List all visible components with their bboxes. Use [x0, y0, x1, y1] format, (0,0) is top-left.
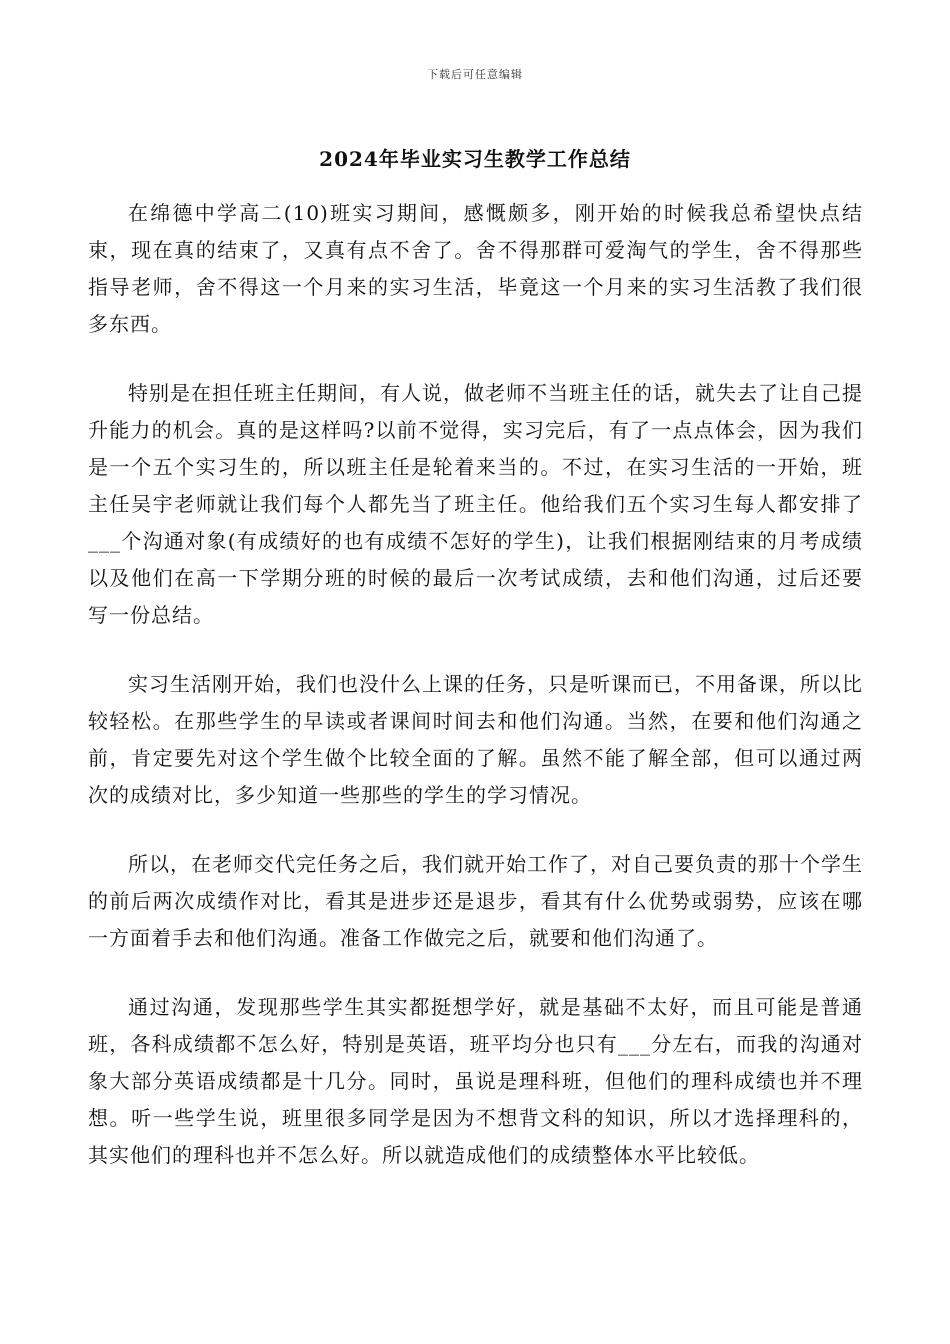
paragraph-5: 通过沟通，发现那些学生其实都挺想学好，就是基础不太好，而且可能是普通班，各科成绩都不怎么好，特别是英语，班平均分也只有___分左右，而我的沟通对象大部分英语成绩都是十几分。同时，虽说是理科班，但他们的理科成绩也并不理想。听一些学生说，班里很多同学是因为不想背文科的知识，所以才选择理科的，其实他们的理科也并不怎么好。所以就造成他们的成绩整体水平比较低。 [88, 995, 863, 1167]
paragraph-4: 所以，在老师交代完任务之后，我们就开始工作了，对自己要负责的那十个学生的前后两次成绩作对比，看其是进步还是退步，看其有什么优势或弱势，应该在哪一方面着手去和他们沟通。准备工作做完之后，就要和他们沟通了。 [88, 852, 863, 950]
paragraph-3: 实习生活刚开始，我们也没什么上课的任务，只是听课而已，不用备课，所以比较轻松。在那些学生的早读或者课间时间去和他们沟通。当然，在要和他们沟通之前，肯定要先对这个学生做个比较全面的了解。虽然不能了解全部，但可以通过两次的成绩对比，多少知道一些那些的学生的学习情况。 [88, 672, 863, 807]
document-body [88, 195, 863, 1206]
document-title: 2024年毕业实习生教学工作总结 [319, 147, 631, 171]
paragraph-1: 在绵德中学高二(10)班实习期间，感慨颇多，刚开始的时候我总希望快点结束，现在真的结束了，又真有点不舍了。舍不得那群可爱淘气的学生，舍不得那些指导老师，舍不得这一个月来的实习生活，毕竟这一个月来的实习生活教了我们很多东西。 [88, 201, 863, 336]
paragraph-2: 特别是在担任班主任期间，有人说，做老师不当班主任的话，就失去了让自己提升能力的机会。真的是这样吗?以前不觉得，实习完后，有了一点点体会，因为我们是一个五个实习生的，所以班主任是轮着来当的。不过，在实习生活的一开始，班主任吴宇老师就让我们每个人都先当了班主任。他给我们五个实习生每人都安排了___个沟通对象(有成绩好的也有成绩不怎好的学生)，让我们根据刚结束的月考成绩以及他们在高一下学期分班的时候的最后一次考试成绩，去和他们沟通，过后还要写一份总结。 [88, 381, 863, 627]
header-note: 下载后可任意编辑 [427, 68, 523, 81]
